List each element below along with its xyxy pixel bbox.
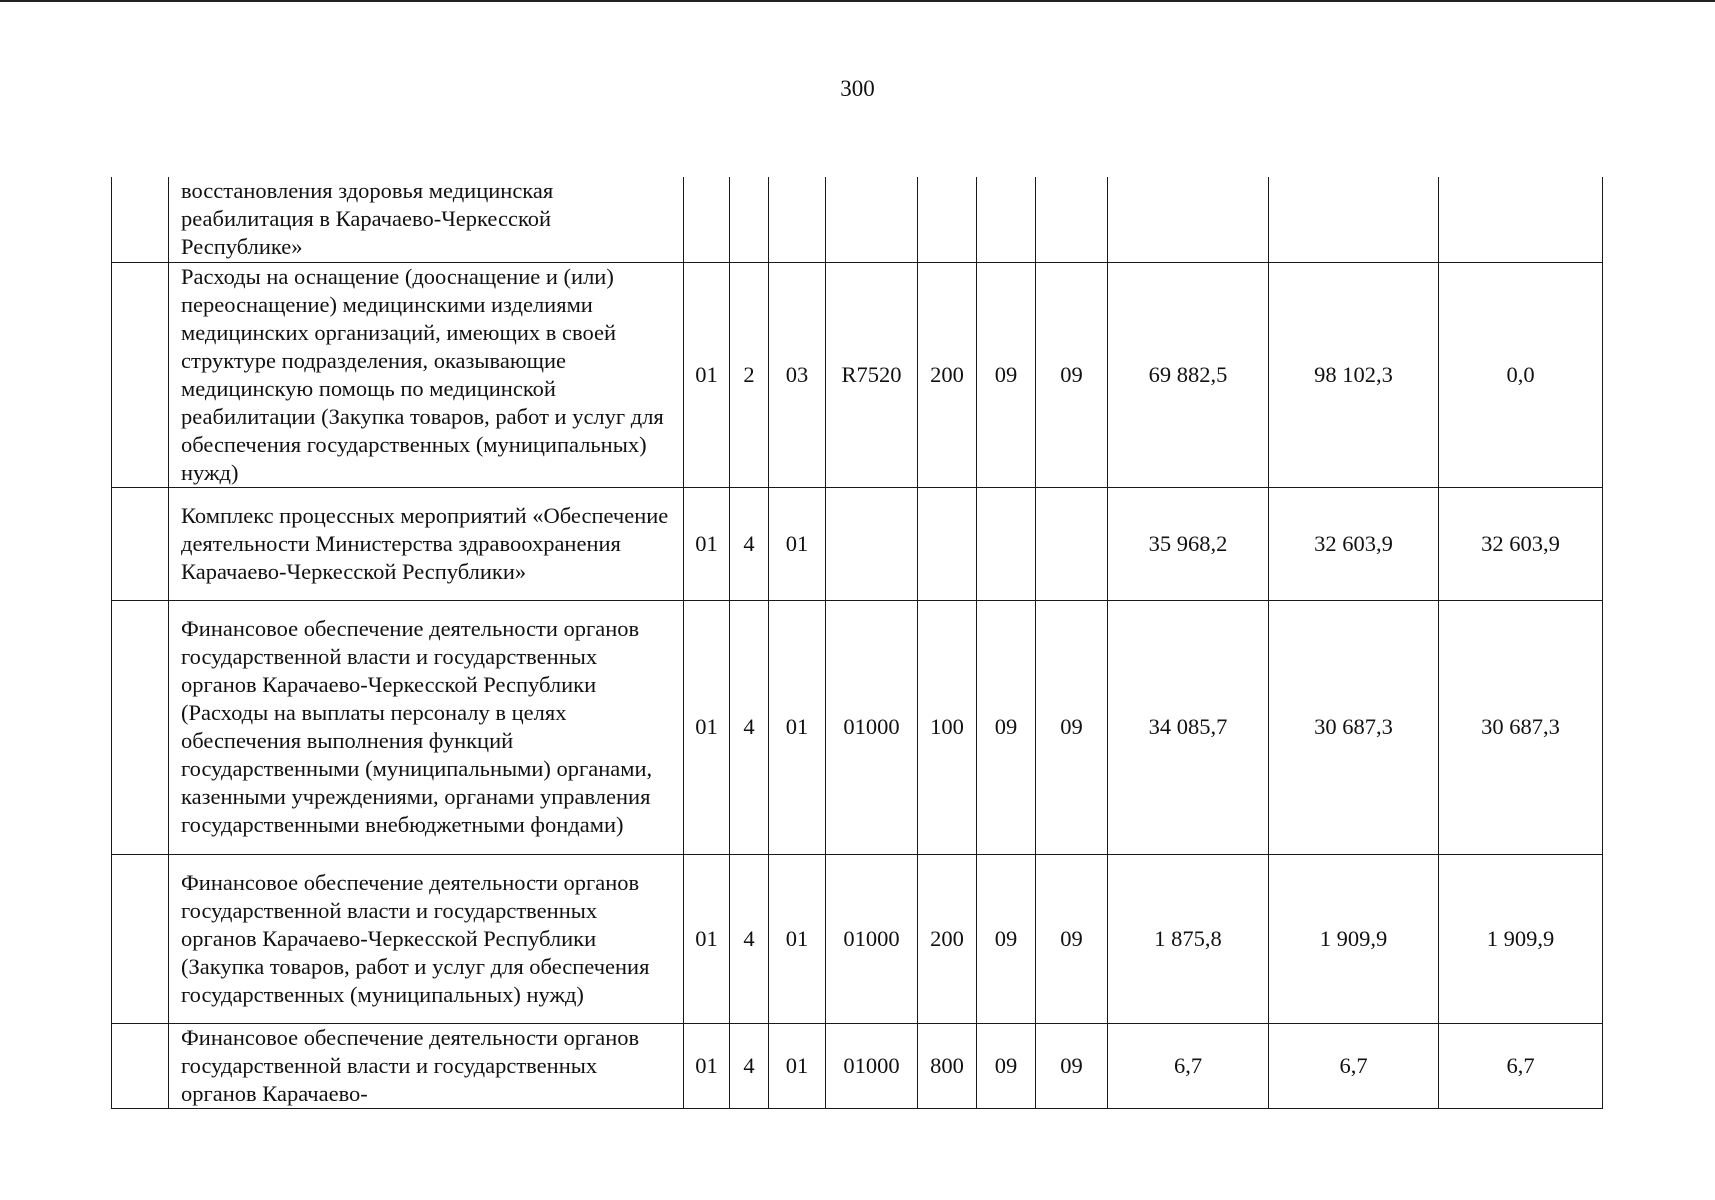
row-number-cell (112, 487, 169, 600)
amount-year1 (1108, 177, 1269, 262)
code-cell: R7520 (826, 262, 918, 487)
code-cell: 4 (730, 854, 769, 1023)
amount-year3: 6,7 (1439, 1023, 1603, 1108)
code-cell (1036, 177, 1108, 262)
amount-year2: 32 603,9 (1269, 487, 1439, 600)
amount-year3: 32 603,9 (1439, 487, 1603, 600)
code-cell: 01 (684, 487, 730, 600)
row-number-cell (112, 1023, 169, 1108)
code-cell (977, 177, 1036, 262)
code-cell (1036, 487, 1108, 600)
amount-year2: 6,7 (1269, 1023, 1439, 1108)
amount-year2: 30 687,3 (1269, 600, 1439, 854)
code-cell: 800 (918, 1023, 977, 1108)
code-cell: 01000 (826, 600, 918, 854)
code-cell: 4 (730, 1023, 769, 1108)
page-number: 300 (840, 76, 875, 101)
code-cell (977, 487, 1036, 600)
table-row (112, 177, 1603, 262)
row-name: Финансовое обеспечение деятельности органов государственной власти и государственных органов Карачаево-Черкесской Республики (Закупка товаров, работ и услуг для обеспечения государственных (муниципальных) нужд) (169, 854, 684, 1023)
amount-year1: 69 882,5 (1108, 262, 1269, 487)
scan-edge (0, 0, 1715, 2)
row-name: Комплекс процессных мероприятий «Обеспечение деятельности Министерства здравоохранения Карачаево-Черкесской Республики» (169, 487, 684, 600)
code-cell (730, 177, 769, 262)
code-cell: 4 (730, 600, 769, 854)
code-cell: 200 (918, 854, 977, 1023)
table-row (112, 854, 1603, 1023)
row-name: Расходы на оснащение (дооснащение и (или) переоснащение) медицинскими изделиями медицинских организаций, имеющих в своей структуре подразделения, оказывающие медицинскую помощь по медицинской реабилитации (Закупка товаров, работ и услуг для обеспечения государственных (муниципальных) нужд) (169, 262, 684, 487)
code-cell: 100 (918, 600, 977, 854)
code-cell: 01 (769, 854, 826, 1023)
amount-year1: 34 085,7 (1108, 600, 1269, 854)
table-row (112, 600, 1603, 854)
code-cell (918, 487, 977, 600)
code-cell: 01000 (826, 1023, 918, 1108)
row-name: Финансовое обеспечение деятельности органов государственной власти и государственных органов Карачаево-Черкесской Республики (Расходы на выплаты персоналу в целях обеспечения выполнения функций государственными (муниципальными) органами, казенными учреждениями, органами управления государственными внебюджетными фондами) (169, 600, 684, 854)
code-cell (918, 177, 977, 262)
table-row (112, 1023, 1603, 1108)
table-row (112, 487, 1603, 600)
amount-year3: 30 687,3 (1439, 600, 1603, 854)
code-cell: 09 (977, 854, 1036, 1023)
row-number-cell (112, 600, 169, 854)
code-cell: 200 (918, 262, 977, 487)
code-cell (684, 177, 730, 262)
code-cell: 01 (769, 1023, 826, 1108)
budget-table (111, 177, 1603, 1109)
code-cell (769, 177, 826, 262)
code-cell: 01 (684, 262, 730, 487)
amount-year3: 1 909,9 (1439, 854, 1603, 1023)
amount-year1: 35 968,2 (1108, 487, 1269, 600)
row-name: Финансовое обеспечение деятельности органов государственной власти и государственных органов Карачаево- (169, 1023, 684, 1108)
amount-year2: 98 102,3 (1269, 262, 1439, 487)
code-cell: 09 (1036, 262, 1108, 487)
code-cell (826, 177, 918, 262)
row-name: восстановления здоровья медицинская реабилитация в Карачаево-Черкесской Республике» (169, 177, 684, 262)
code-cell: 01 (684, 600, 730, 854)
code-cell: 01000 (826, 854, 918, 1023)
row-number-cell (112, 854, 169, 1023)
code-cell: 01 (684, 1023, 730, 1108)
amount-year2 (1269, 177, 1439, 262)
amount-year3 (1439, 177, 1603, 262)
code-cell: 09 (1036, 600, 1108, 854)
code-cell: 01 (684, 854, 730, 1023)
code-cell (826, 487, 918, 600)
code-cell: 01 (769, 600, 826, 854)
amount-year1: 1 875,8 (1108, 854, 1269, 1023)
code-cell: 09 (1036, 1023, 1108, 1108)
code-cell: 03 (769, 262, 826, 487)
code-cell: 01 (769, 487, 826, 600)
table-row (112, 262, 1603, 487)
code-cell: 2 (730, 262, 769, 487)
row-number-cell (112, 177, 169, 262)
code-cell: 09 (977, 600, 1036, 854)
amount-year2: 1 909,9 (1269, 854, 1439, 1023)
code-cell: 09 (977, 1023, 1036, 1108)
amount-year3: 0,0 (1439, 262, 1603, 487)
code-cell: 09 (1036, 854, 1108, 1023)
code-cell: 4 (730, 487, 769, 600)
code-cell: 09 (977, 262, 1036, 487)
amount-year1: 6,7 (1108, 1023, 1269, 1108)
row-number-cell (112, 262, 169, 487)
